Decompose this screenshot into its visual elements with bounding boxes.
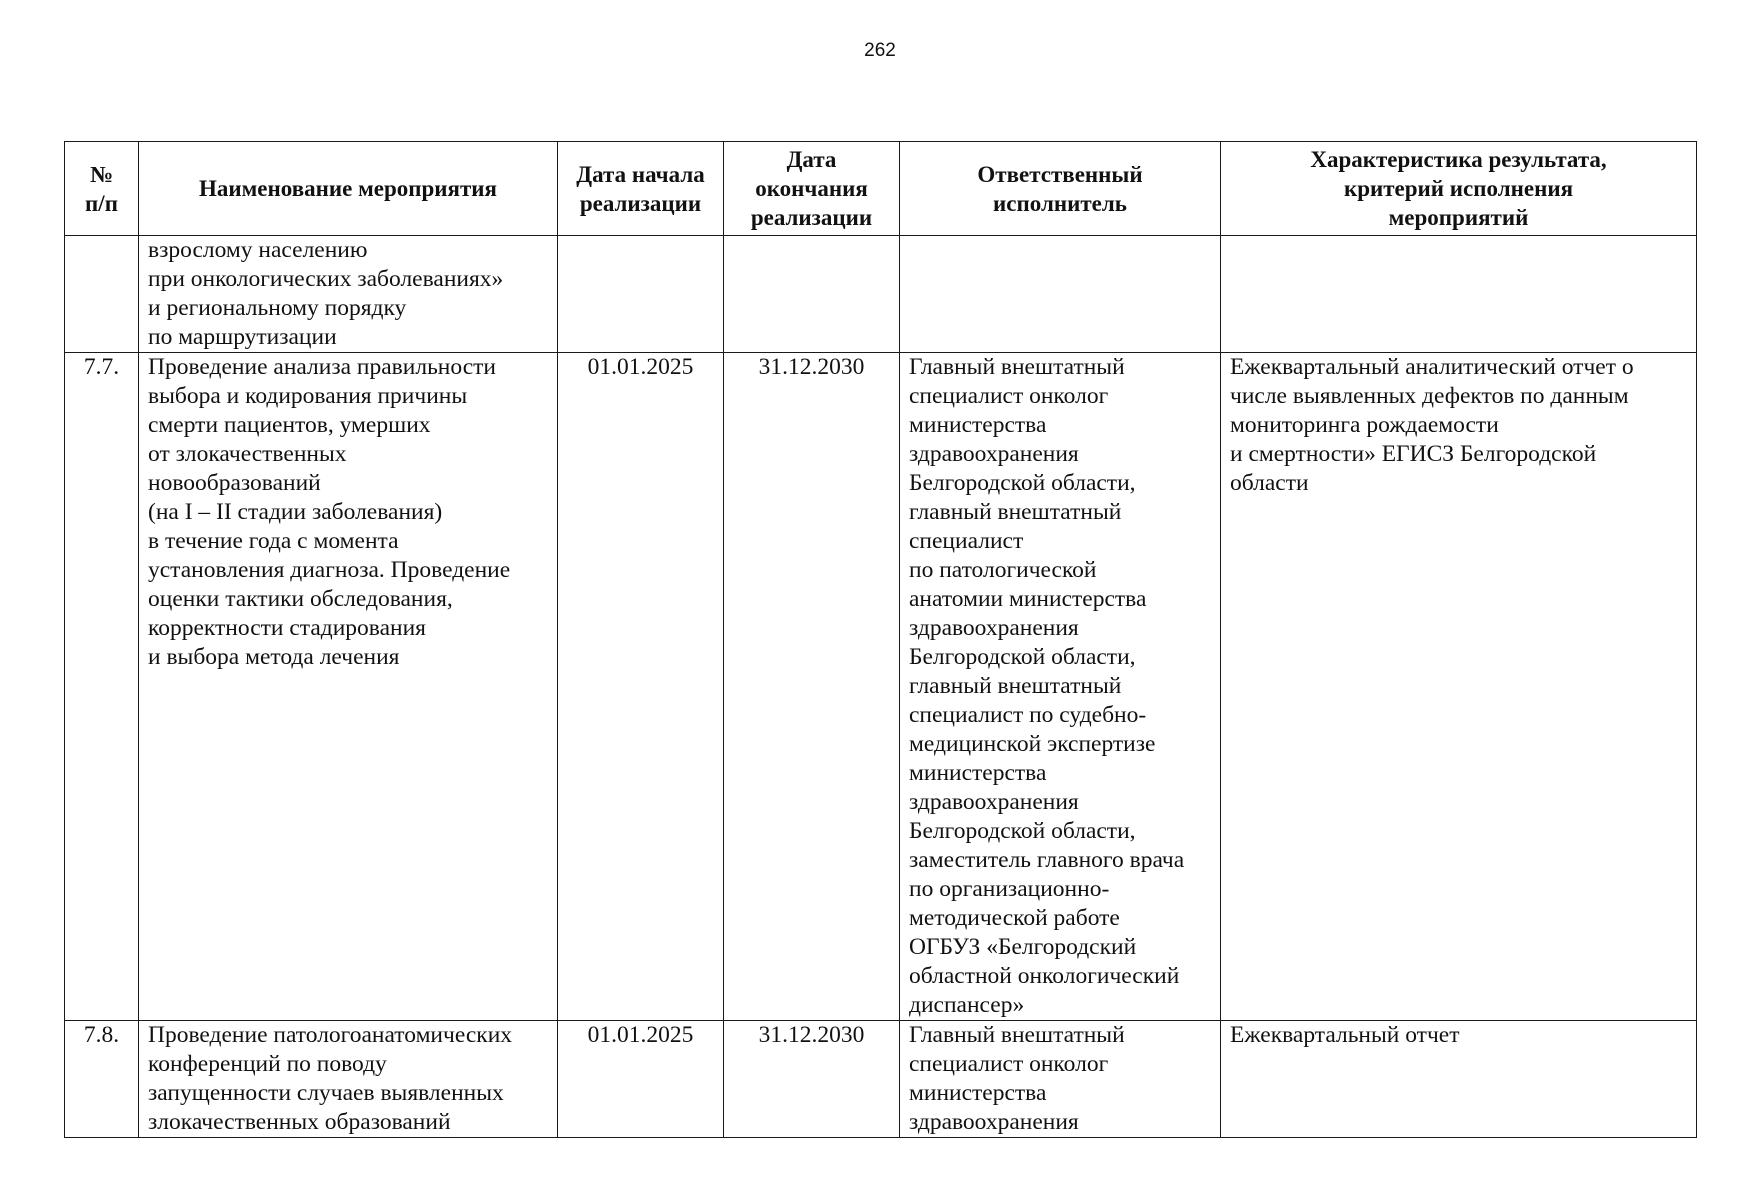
activity-name-line: выбора и кодирования причины bbox=[148, 383, 468, 409]
header-start-date bbox=[558, 142, 724, 236]
table-body bbox=[65, 236, 1697, 1138]
responsible-executor-line: Белгородской области, bbox=[909, 470, 1136, 496]
table-header-row bbox=[65, 142, 1697, 236]
activity-name-line: Проведение патологоанатомических bbox=[148, 1022, 513, 1048]
responsible-executor-line: министерства bbox=[909, 1080, 1047, 1106]
activity-name-line: оценки тактики обследования, bbox=[148, 586, 453, 612]
activity-name-line: (на I – II стадии заболевания) bbox=[148, 499, 443, 525]
header-num bbox=[65, 142, 139, 236]
responsible-executor-line: Белгородской области, bbox=[909, 644, 1136, 670]
responsible-executor-line: министерства bbox=[909, 412, 1047, 438]
header-end-line: окончания bbox=[755, 176, 868, 201]
activity-name-line: от злокачественных bbox=[148, 441, 347, 467]
responsible-executor-line: здравоохранения bbox=[909, 1109, 1079, 1135]
result-criteria-line: Ежеквартальный аналитический отчет о bbox=[1230, 354, 1634, 380]
responsible-executor-line: министерства bbox=[909, 760, 1047, 786]
result-criteria-line: мониторинга рождаемости bbox=[1230, 412, 1499, 438]
row-number: 7.8. bbox=[65, 1021, 139, 1138]
responsible-executor-line: диспансер» bbox=[909, 992, 1025, 1018]
activity-name-line: взрослому населению bbox=[148, 237, 368, 263]
header-end-line: реализации bbox=[750, 205, 873, 230]
responsible-executor-line: методической работе bbox=[909, 905, 1120, 931]
activity-name-line: смерти пациентов, умерших bbox=[148, 412, 431, 438]
table-row bbox=[65, 353, 1697, 1021]
responsible-executor-line: Главный внештатный bbox=[909, 1022, 1125, 1048]
end-date: 31.12.2030 bbox=[724, 353, 900, 1021]
header-result bbox=[1221, 142, 1697, 236]
activities-table bbox=[64, 141, 1697, 1138]
result-criteria bbox=[1221, 1021, 1697, 1138]
responsible-executor-line: заместитель главного врача bbox=[909, 847, 1185, 873]
activity-name-line: новообразований bbox=[148, 470, 321, 496]
activity-name-line: злокачественных образований bbox=[148, 1109, 451, 1135]
responsible-executor-line: ОГБУЗ «Белгородский bbox=[909, 934, 1137, 960]
activity-name-line: конференций по поводу bbox=[148, 1051, 387, 1077]
activity-name-line: установления диагноза. Проведение bbox=[148, 557, 511, 583]
result-criteria-line: Ежеквартальный отчет bbox=[1230, 1022, 1460, 1048]
table-row bbox=[65, 1021, 1697, 1138]
header-end-line: Дата bbox=[786, 147, 837, 172]
activity-name-line: при онкологических заболеваниях» bbox=[148, 266, 504, 292]
table-row bbox=[65, 236, 1697, 353]
responsible-executor-line: главный внештатный bbox=[909, 499, 1122, 525]
header-result-line: мероприятий bbox=[1388, 205, 1529, 230]
responsible-executor-line: специалист онколог bbox=[909, 1051, 1109, 1077]
responsible-executor bbox=[900, 353, 1221, 1021]
activity-name-line: корректности стадирования bbox=[148, 615, 426, 641]
activity-name-line: по маршрутизации bbox=[148, 324, 337, 350]
start-date bbox=[558, 236, 724, 353]
responsible-executor-line: специалист онколог bbox=[909, 383, 1109, 409]
responsible-executor bbox=[900, 236, 1221, 353]
header-result-line: критерий исполнения bbox=[1343, 176, 1574, 201]
responsible-executor-line: здравоохранения bbox=[909, 441, 1079, 467]
responsible-executor-line: специалист по судебно- bbox=[909, 702, 1147, 728]
header-start-line: реализации bbox=[579, 190, 702, 216]
responsible-executor-line: по патологической bbox=[909, 557, 1097, 583]
header-result-line: Характеристика результата, bbox=[1310, 147, 1607, 172]
responsible-executor-line: анатомии министерства bbox=[909, 586, 1147, 612]
header-end-date bbox=[724, 142, 900, 236]
header-start-line: Дата начала bbox=[576, 161, 705, 187]
start-date: 01.01.2025 bbox=[558, 353, 724, 1021]
responsible-executor-line: Белгородской области, bbox=[909, 818, 1136, 844]
page-number: 262 bbox=[864, 40, 896, 61]
row-number bbox=[65, 236, 139, 353]
row-number: 7.7. bbox=[65, 353, 139, 1021]
activity-name bbox=[139, 353, 558, 1021]
end-date: 31.12.2030 bbox=[724, 1021, 900, 1138]
result-criteria bbox=[1221, 236, 1697, 353]
responsible-executor-line: областной онкологический bbox=[909, 963, 1180, 989]
responsible-executor-line: специалист bbox=[909, 528, 1024, 554]
activity-name-line: запущенности случаев выявленных bbox=[148, 1080, 504, 1106]
result-criteria-line: и смертности» ЕГИСЗ Белгородской bbox=[1230, 441, 1597, 467]
activity-name bbox=[139, 1021, 558, 1138]
header-responsible-line: исполнитель bbox=[993, 190, 1127, 216]
activity-name-line: и региональному порядку bbox=[148, 295, 407, 321]
result-criteria-line: области bbox=[1230, 470, 1309, 496]
end-date bbox=[724, 236, 900, 353]
result-criteria-line: числе выявленных дефектов по данным bbox=[1230, 383, 1629, 409]
activity-name-line: и выбора метода лечения bbox=[148, 644, 400, 670]
header-responsible-line: Ответственный bbox=[977, 161, 1143, 187]
activity-name-line: Проведение анализа правильности bbox=[148, 354, 496, 380]
header-responsible bbox=[900, 142, 1221, 236]
responsible-executor-line: медицинской экспертизе bbox=[909, 731, 1156, 757]
activity-name-line: в течение года с момента bbox=[148, 528, 399, 554]
header-num-line: п/п bbox=[85, 190, 118, 216]
responsible-executor-line: по организационно- bbox=[909, 876, 1110, 902]
activity-name bbox=[139, 236, 558, 353]
header-num-line: № bbox=[89, 161, 114, 187]
responsible-executor-line: здравоохранения bbox=[909, 789, 1079, 815]
responsible-executor-line: главный внештатный bbox=[909, 673, 1122, 699]
header-name-line: Наименование мероприятия bbox=[199, 176, 497, 201]
start-date: 01.01.2025 bbox=[558, 1021, 724, 1138]
header-name bbox=[139, 142, 558, 236]
responsible-executor-line: Главный внештатный bbox=[909, 354, 1125, 380]
result-criteria bbox=[1221, 353, 1697, 1021]
responsible-executor-line: здравоохранения bbox=[909, 615, 1079, 641]
responsible-executor bbox=[900, 1021, 1221, 1138]
